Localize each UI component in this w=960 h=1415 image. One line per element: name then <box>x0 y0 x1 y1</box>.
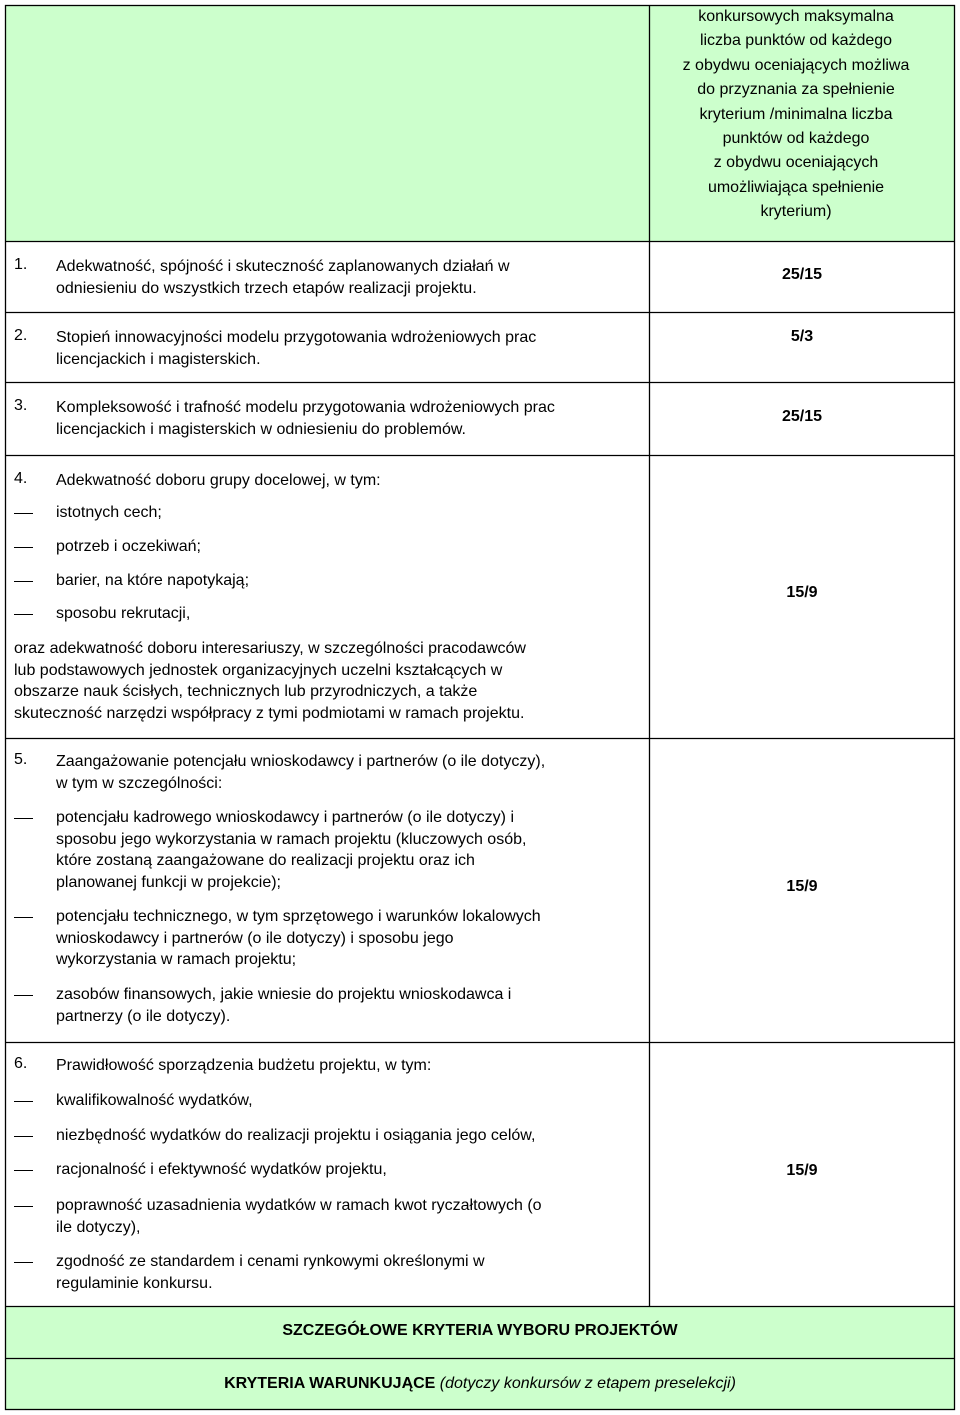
list-line: regulaminie konkursu. <box>56 1274 213 1292</box>
dash-bullet <box>14 1206 33 1207</box>
criterion-text <box>56 397 636 440</box>
criterion-number: 4. <box>14 470 28 487</box>
criterion-score: 15/9 <box>786 1162 818 1179</box>
dash-bullet <box>14 547 33 548</box>
criterion-line: Adekwatność, spójność i skuteczność zaplanowanych działań w <box>56 258 510 275</box>
list-line: partnerzy (o ile dotyczy). <box>56 1007 231 1025</box>
list-item: istotnych cech; <box>56 504 162 521</box>
criterion-number: 6. <box>14 1055 28 1072</box>
criterion-line: lub podstawowych jednostek organizacyjnych uczelni kształcących w <box>14 661 503 679</box>
list-item <box>56 1251 636 1294</box>
list-line: wykorzystania w ramach projektu; <box>56 951 297 968</box>
list-item <box>56 807 636 893</box>
list-item <box>56 984 636 1027</box>
dash-bullet <box>14 995 33 996</box>
criterion-line: oraz adekwatność doboru interesariuszy, w szczególności pracodawców <box>14 640 526 657</box>
section-subtitle <box>5 1375 955 1393</box>
list-line: ile dotyczy), <box>56 1218 141 1236</box>
list-item: niezbędność wydatków do realizacji projektu i osiągania jego celów, <box>56 1127 536 1144</box>
dash-bullet <box>14 513 33 514</box>
criterion-outro <box>14 638 644 724</box>
criterion-line: licencjackich i magisterskich w odniesieniu do problemów. <box>56 420 466 438</box>
list-line: planowanej funkcji w projekcie); <box>56 873 281 891</box>
dash-bullet <box>14 614 33 615</box>
criterion-line: licencjackich i magisterskich. <box>56 350 261 368</box>
dash-bullet <box>14 1262 33 1263</box>
header-line: do przyznania za spełnienie <box>697 81 895 99</box>
list-line: potencjału kadrowego wnioskodawcy i partnerów (o ile dotyczy) i <box>56 809 514 826</box>
criterion-score: 15/9 <box>786 584 818 601</box>
criterion-intro: Adekwatność doboru grupy docelowej, w tym: <box>56 472 381 489</box>
list-item: barier, na które napotykają; <box>56 572 250 589</box>
criterion-line: skuteczność narzędzi współpracy z tymi podmiotami w ramach projektu. <box>14 704 525 722</box>
header-line: z obydwu oceniających możliwa <box>682 56 910 74</box>
criterion-text <box>56 256 636 299</box>
criterion-line: Stopień innowacyjności modelu przygotowania wdrożeniowych prac <box>56 329 537 346</box>
criterion-intro <box>56 751 636 794</box>
header-line: punktów od każdego <box>722 130 870 148</box>
header-column-label <box>646 5 946 225</box>
dash-bullet <box>14 1136 33 1137</box>
criterion-line: Zaangażowanie potencjału wnioskodawcy i partnerów (o ile dotyczy), <box>56 753 546 770</box>
list-line: poprawność uzasadnienia wydatków w ramach kwot ryczałtowych (o <box>56 1197 542 1214</box>
criterion-line: odniesieniu do wszystkich trzech etapów realizacji projektu. <box>56 279 477 297</box>
list-line: sposobu jego wykorzystania w ramach projektu (kluczowych osób, <box>56 830 527 848</box>
header-line: konkursowych maksymalna <box>698 8 894 25</box>
subtitle-bold: KRYTERIA WARUNKUJĄCE <box>224 1375 436 1392</box>
dash-bullet <box>14 917 33 918</box>
criterion-number: 5. <box>14 751 28 768</box>
dash-bullet <box>14 1170 33 1171</box>
dash-bullet <box>14 1101 33 1102</box>
criterion-intro: Prawidłowość sporządzenia budżetu projektu, w tym: <box>56 1057 432 1074</box>
list-line: zgodność ze standardem i cenami rynkowymi określonymi w <box>56 1253 485 1270</box>
dash-bullet <box>14 818 33 819</box>
list-item <box>56 906 636 971</box>
criterion-score: 25/15 <box>781 408 823 425</box>
subtitle-italic: (dotyczy konkursów z etapem preselekcji) <box>439 1375 736 1392</box>
criterion-score: 5/3 <box>790 328 814 345</box>
criterion-number: 3. <box>14 397 28 414</box>
list-item: potrzeb i oczekiwań; <box>56 538 201 555</box>
list-line: potencjału technicznego, w tym sprzętowego i warunków lokalowych <box>56 908 541 925</box>
criterion-line: Kompleksowość i trafność modelu przygotowania wdrożeniowych prac <box>56 399 555 416</box>
list-line: wnioskodawcy i partnerów (o ile dotyczy) i sposobu jego <box>56 929 454 947</box>
criterion-score: 15/9 <box>786 878 818 895</box>
criterion-score: 25/15 <box>781 266 823 283</box>
header-line: z obydwu oceniających <box>713 154 879 172</box>
list-line: które zostaną zaangażowane do realizacji projektu oraz ich <box>56 852 475 869</box>
criterion-line: obszarze nauk ścisłych, technicznych lub przyrodniczych, a także <box>14 683 478 700</box>
dash-bullet <box>14 581 33 582</box>
criterion-number: 2. <box>14 327 28 344</box>
header-line: kryterium /minimalna liczba <box>699 105 893 123</box>
list-item: sposobu rekrutacji, <box>56 605 191 622</box>
criterion-text <box>56 327 636 370</box>
section-title: SZCZEGÓŁOWE KRYTERIA WYBORU PROJEKTÓW <box>282 1322 678 1339</box>
header-line: umożliwiająca spełnienie <box>707 178 885 196</box>
list-item: racjonalność i efektywność wydatków projektu, <box>56 1161 387 1178</box>
header-line: kryterium) <box>760 203 832 221</box>
criterion-number: 1. <box>14 256 28 273</box>
list-line: zasobów finansowych, jakie wniesie do projektu wnioskodawca i <box>56 986 512 1003</box>
list-item: kwalifikowalność wydatków, <box>56 1092 253 1109</box>
header-line: liczba punktów od każdego <box>699 32 893 50</box>
criterion-line: w tym w szczególności: <box>56 774 223 792</box>
list-item <box>56 1195 636 1238</box>
